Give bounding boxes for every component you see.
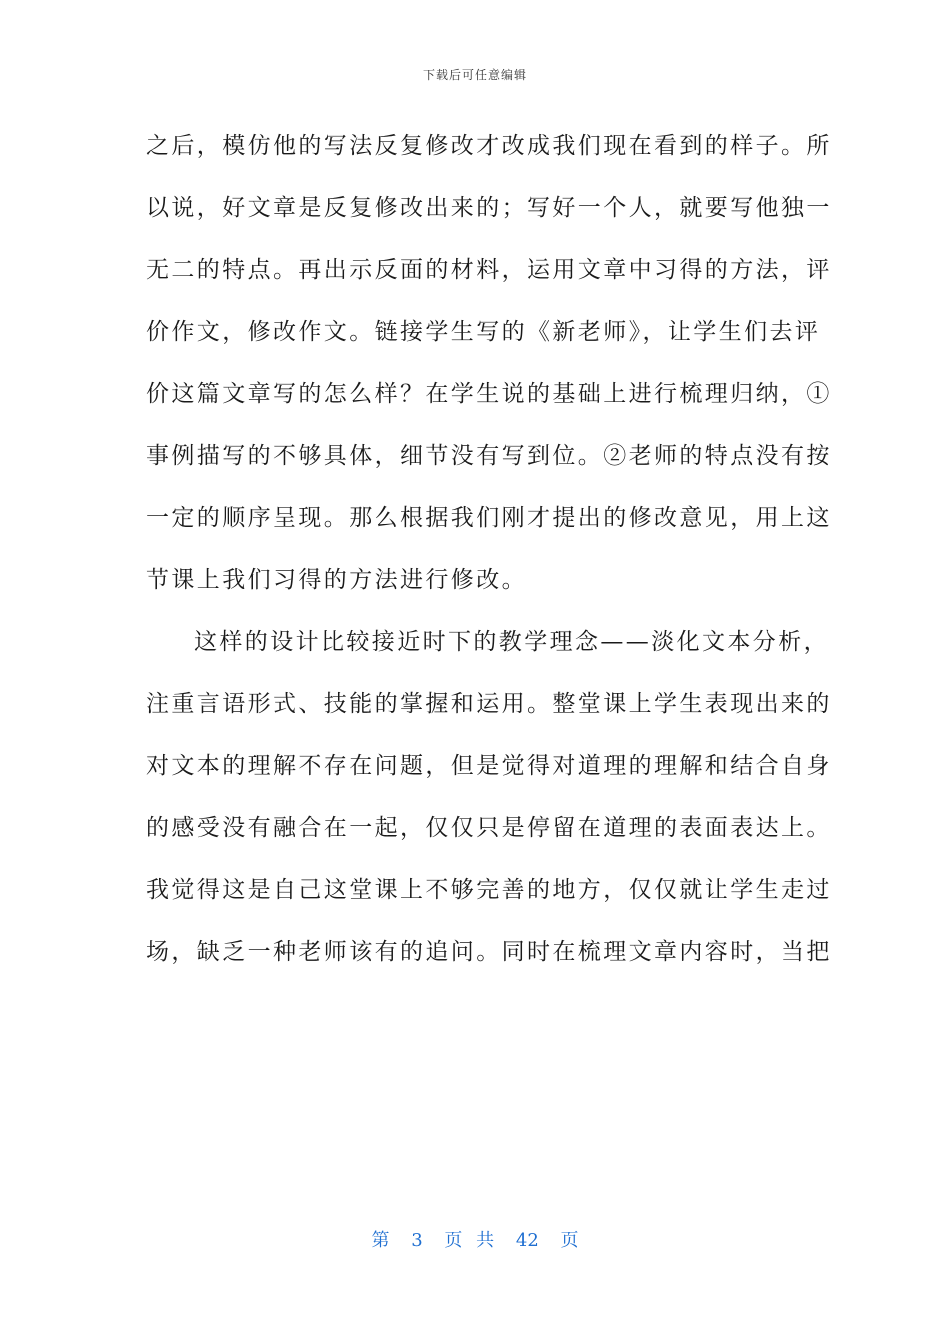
paragraph-line: 对文本的理解不存在问题，但是觉得对道理的理解和结合自身 xyxy=(146,753,832,779)
paragraph-line: 以说，好文章是反复修改出来的；写好一个人，就要写他独一 xyxy=(146,195,832,221)
paragraph-line: 我觉得这是自己这堂课上不够完善的地方，仅仅就让学生走过 xyxy=(146,877,832,903)
paragraph-line-indented: 这样的设计比较接近时下的教学理念——淡化文本分析， xyxy=(194,629,829,655)
page-header: 下载后可任意编辑 xyxy=(422,68,527,82)
paragraph-line: 之后，模仿他的写法反复修改才改成我们现在看到的样子。所 xyxy=(146,133,832,159)
footer-prefix: 第 xyxy=(371,1230,390,1251)
paragraph-line: 注重言语形式、技能的掌握和运用。整堂课上学生表现出来的 xyxy=(146,691,832,717)
page-number-footer xyxy=(0,1226,950,1252)
paragraph-line: 事例描写的不够具体，细节没有写到位。②老师的特点没有按 xyxy=(146,443,832,469)
paragraph-line: 一定的顺序呈现。那么根据我们刚才提出的修改意见，用上这 xyxy=(146,505,832,531)
paragraph-line: 节课上我们习得的方法进行修改。 xyxy=(146,567,527,593)
paragraph-line: 无二的特点。再出示反面的材料，运用文章中习得的方法，评 xyxy=(146,257,832,283)
footer-suffix: 页 xyxy=(560,1230,579,1251)
paragraph-line: 价这篇文章写的怎么样？在学生说的基础上进行梳理归纳，① xyxy=(146,381,832,407)
footer-total-pages: 42 xyxy=(515,1230,539,1251)
footer-current-page: 3 xyxy=(411,1230,423,1251)
paragraph-line: 场，缺乏一种老师该有的追问。同时在梳理文章内容时，当把 xyxy=(146,939,832,965)
footer-middle: 页 共 xyxy=(444,1230,495,1251)
paragraph-line: 价作文，修改作文。链接学生写的《新老师》，让学生们去评 xyxy=(146,319,821,345)
document-body xyxy=(146,120,832,988)
paragraph-line: 的感受没有融合在一起，仅仅只是停留在道理的表面表达上。 xyxy=(146,815,832,841)
